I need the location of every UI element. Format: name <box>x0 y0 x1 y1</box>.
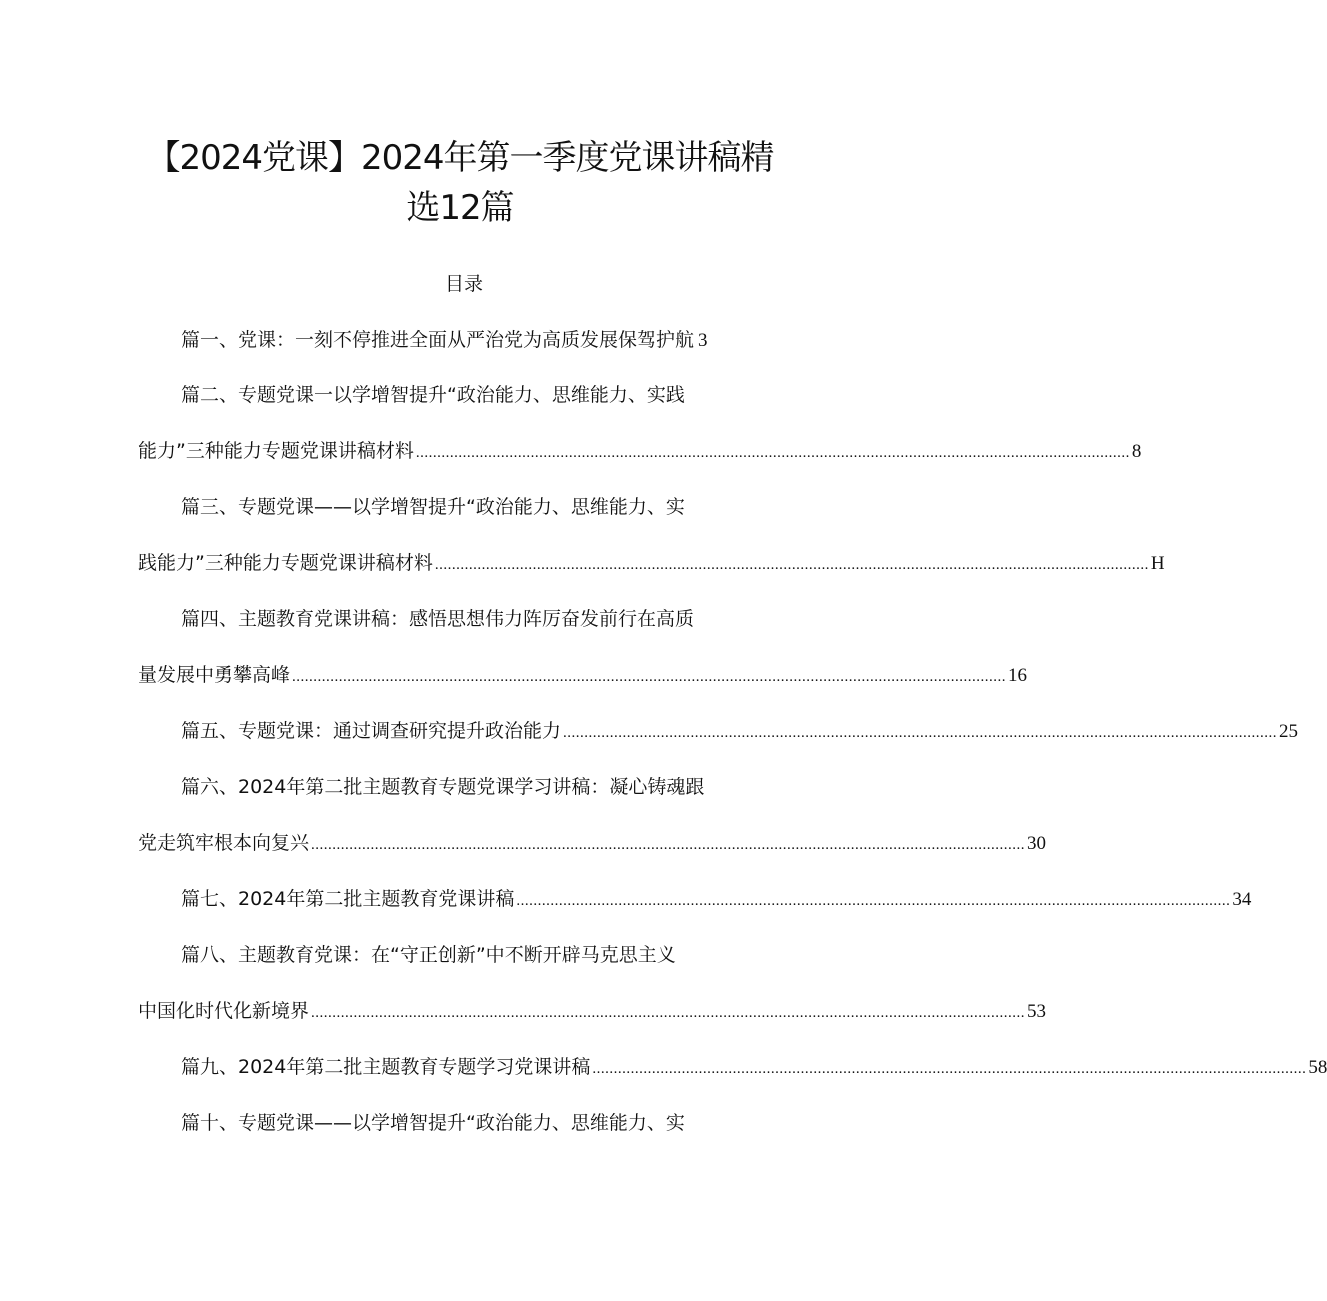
toc-entry-8-page: 53 <box>1027 1001 1047 1022</box>
toc-entry-1-page: 3 <box>698 330 708 351</box>
toc-entry-3-line-2[interactable] <box>138 549 1165 579</box>
toc-entry-7[interactable] <box>181 885 1252 915</box>
toc-entry-3-page: H <box>1150 553 1165 574</box>
toc-entry-1-title: 篇一、党课：一刻不停推进全面从严治党为高质发展保驾护航 <box>181 329 695 351</box>
toc-entry-7-title: 篇七、2024年第二批主题教育党课讲稿 <box>181 888 515 910</box>
toc-entry-2-line-2[interactable] <box>138 437 1142 467</box>
toc-heading: 目录 <box>444 273 483 295</box>
toc-entry-8-line-2[interactable] <box>138 997 1047 1027</box>
toc-entry-9-title: 篇九、2024年第二批主题教育专题学习党课讲稿 <box>181 1056 591 1078</box>
toc-entry-6-line-2[interactable] <box>138 829 1047 859</box>
toc-leader-dots: ........................................................................................................................................................................ <box>516 893 1231 909</box>
toc-entry-5[interactable] <box>181 717 1299 747</box>
toc-entry-4-line-1[interactable]: 篇四、主题教育党课讲稿：感悟思想伟力阵厉奋发前行在高质 <box>181 608 695 630</box>
toc-leader-dots: ........................................................................................................................................................................ <box>434 557 1149 573</box>
toc-entry-4-page: 16 <box>1008 665 1028 686</box>
toc-leader-dots: ........................................................................................................................................................................ <box>311 1005 1026 1021</box>
toc-entry-6-title: 党走筑牢根本向复兴 <box>138 832 310 854</box>
toc-entry-1[interactable] <box>181 326 741 355</box>
toc-entry-5-page: 25 <box>1279 721 1299 742</box>
toc-entry-9[interactable] <box>181 1053 1327 1083</box>
toc-leader-dots: ........................................................................................................................................................................ <box>415 445 1130 461</box>
toc-entry-7-page: 34 <box>1232 889 1252 910</box>
document-title-line-1: 【2024党课】2024年第一季度党课讲稿精 <box>146 138 774 178</box>
toc-entry-5-title: 篇五、专题党课：通过调查研究提升政治能力 <box>181 720 562 742</box>
toc-entry-8-title: 中国化时代化新境界 <box>138 1000 310 1022</box>
toc-entry-4-line-2[interactable] <box>138 661 1028 691</box>
toc-leader-dots: ........................................................................................................................................................................ <box>563 725 1278 741</box>
toc-entry-2-line-1[interactable]: 篇二、专题党课一以学增智提升“政治能力、思维能力、实践 <box>181 384 685 406</box>
toc-entry-4-title: 量发展中勇攀高峰 <box>138 664 291 686</box>
toc-entry-8-line-1[interactable]: 篇八、主题教育党课：在“守正创新”中不断开辟马克思主义 <box>181 944 676 966</box>
toc-entry-6-line-1[interactable]: 篇六、2024年第二批主题教育专题党课学习讲稿：凝心铸魂跟 <box>181 776 705 798</box>
toc-entry-2-page: 8 <box>1131 441 1142 462</box>
toc-leader-dots: ........................................................................................................................................................................ <box>592 1061 1307 1077</box>
toc-entry-2-title: 能力”三种能力专题党课讲稿材料 <box>138 440 414 462</box>
toc-leader-dots: ........................................................................................................................................................................ <box>311 837 1026 853</box>
document-title-line-2: 选12篇 <box>406 188 514 228</box>
toc-entry-10-line-1[interactable]: 篇十、专题党课——以学增智提升“政治能力、思维能力、实 <box>181 1112 685 1134</box>
toc-entry-3-title: 践能力”三种能力专题党课讲稿材料 <box>138 552 433 574</box>
toc-leader-dots: ........................................................................................................................................................................ <box>292 669 1007 685</box>
toc-entry-3-line-1[interactable]: 篇三、专题党课——以学增智提升“政治能力、思维能力、实 <box>181 496 685 518</box>
toc-entry-9-page: 58 <box>1308 1057 1327 1078</box>
toc-entry-6-page: 30 <box>1027 833 1047 854</box>
